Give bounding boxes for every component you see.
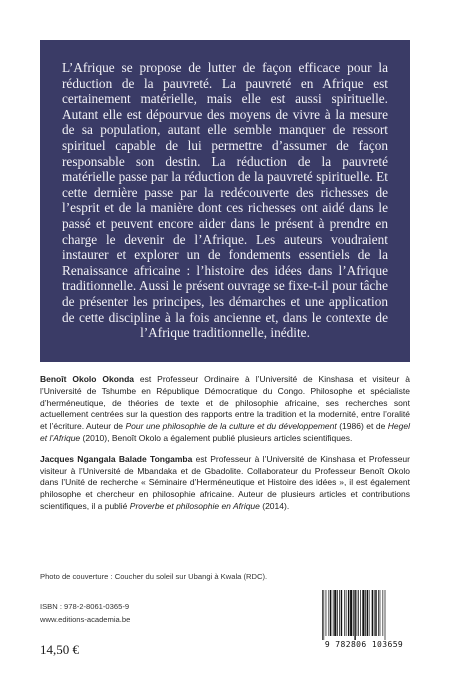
barcode-bar — [354, 590, 355, 640]
book-title: Proverbe et philosophie en Afrique — [129, 500, 260, 511]
publisher-website: www.editions-academia.be — [40, 615, 131, 624]
barcode-bar — [375, 590, 376, 636]
cover-photo-credit: Photo de couverture : Coucher du soleil sur Ubangi à Kwala (RDC). — [40, 572, 268, 581]
isbn-barcode — [318, 590, 410, 656]
barcode-bar — [339, 590, 340, 636]
barcode-bar — [385, 590, 386, 640]
barcode-bar — [378, 590, 379, 636]
barcode-bar — [369, 590, 370, 636]
barcode-bar — [350, 590, 352, 636]
author-name: Benoît Okolo Okonda — [40, 374, 134, 384]
barcode-bar — [344, 590, 345, 636]
barcode-bar — [360, 590, 361, 636]
author-bio-text: (1986) et de — [336, 421, 388, 432]
barcode-bar — [367, 590, 368, 636]
book-title: Pour une philosophie de la culture et du développement — [125, 421, 337, 432]
book-title: Hegel et l’Afrique — [40, 421, 410, 443]
barcode-bar — [346, 590, 347, 636]
barcode-bar — [337, 590, 338, 636]
barcode-bar — [328, 590, 329, 636]
barcode-bar — [334, 590, 336, 636]
price: 14,50 € — [40, 642, 79, 657]
barcode-bar — [382, 590, 383, 636]
author-name: Jacques Ngangala Balade Tongamba — [40, 453, 193, 464]
author-bio-text: (2014). — [259, 500, 290, 511]
barcode-bar — [358, 590, 359, 636]
author-bios — [40, 374, 410, 522]
author-bio-ngangala — [40, 454, 410, 513]
author-bio-text: est Professeur Ordinaire à l’Université de Kinshasa et visiteur à l’Université de Tshumbe en République Démocratique du Congo. Philosophe et spécialiste d’herméneutique, de théories de texte et de philosophie africaine, ses recherches sont actuellement centrées sur la question des rapports entre la tradition et la modernité, entre l’oralité et l’écriture. Auteur de — [40, 374, 410, 432]
barcode-digits: 9 782806 103659 — [324, 640, 404, 649]
back-cover-blurb-panel — [40, 40, 410, 362]
barcode-bar — [365, 590, 366, 636]
barcode-bar — [322, 590, 323, 640]
barcode-bar — [380, 590, 381, 636]
barcode-bar — [357, 590, 358, 636]
author-bio-text: est Professeur à l’Université de Kinshasa et Professeur visiteur à l’Université de Mbandaka et de Gbadolite. Collaborateur du Professeur Benoît Okolo dans l’Unité de recherche « Séminaire d’Herméneutique et Histoire des idées », il est également philosophe et chercheur en philosophie africaine. Auteur de plusieurs articles et contributions scientifiques, il a publié — [40, 453, 410, 511]
barcode-bar — [326, 590, 327, 636]
barcode-bar — [323, 590, 324, 640]
blurb-text: L’Afrique se propose de lutter de façon efficace pour la réduction de la pauvreté. La pauvreté en Afrique est certainement matérielle, mais elle est aussi spirituelle. Autant elle est dépourvue des moyens de vivre à la mesure de sa population, autant elle semble manquer de ressort spirituel capable de lui permettre d’assumer de façon responsable son destin. La réduction de la pauvreté matérielle passe par la réduction de la pauvreté spirituelle. Et cette dernière passe par la redécouverte des richesses de l’esprit et de la manière dont ces richesses ont aidé dans le passé et peuvent encore aider dans le présent à prendre en charge le devenir de l’Afrique. Les auteurs voudraient instaurer et explorer un de fondements essentiels de la Renaissance africaine : l’histoire des idées dans l’Afrique traditionnelle. Aussi le présent ouvrage se fixe-t-il pour tâche de présenter les principes, les démarches et une application de cette discipline à la fois ancienne et, dans le contexte de l’Afrique traditionnelle, inédite. — [62, 60, 388, 341]
barcode-bar — [374, 590, 375, 636]
barcode-bar — [353, 590, 354, 636]
isbn-number: ISBN : 978-2-8061-0365-9 — [40, 602, 130, 611]
barcode-bar — [372, 590, 373, 636]
barcode-bar — [348, 590, 349, 636]
barcode-bar — [330, 590, 331, 636]
author-bio-text: (2010), Benoît Okolo a également publié plusieurs articles scientifiques. — [80, 432, 353, 443]
barcode-bar — [341, 590, 342, 636]
barcode-bar — [333, 590, 334, 636]
barcode-bars-icon — [318, 590, 410, 640]
author-bio-okolo — [40, 374, 410, 445]
barcode-bar — [362, 590, 364, 636]
